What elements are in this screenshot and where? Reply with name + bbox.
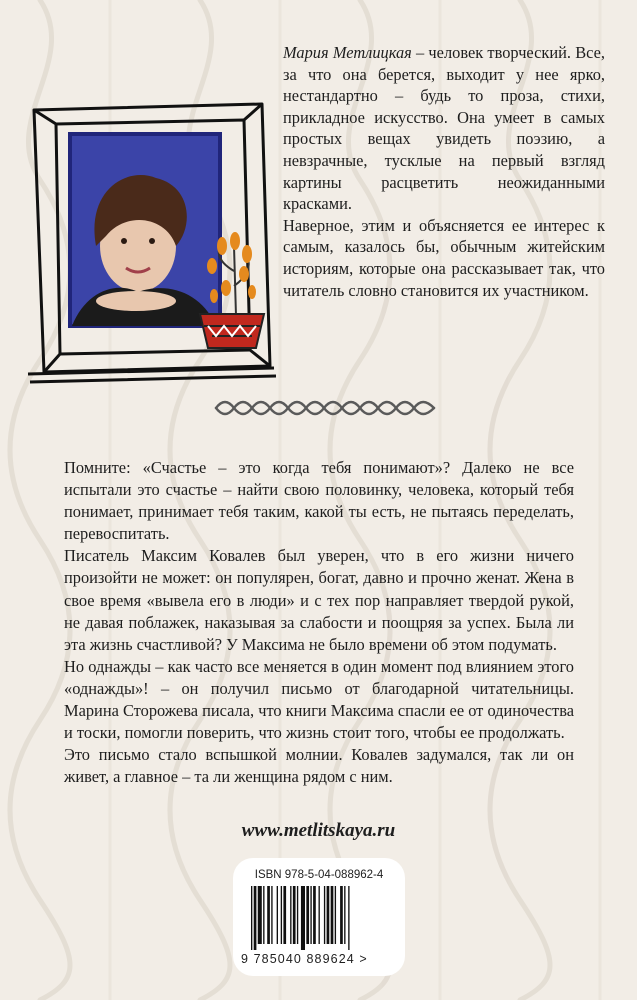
barcode-bar xyxy=(306,886,309,944)
barcode-bar xyxy=(281,886,282,944)
barcode-bar xyxy=(290,886,291,944)
barcode-digits: 9 785040 889624 > xyxy=(241,952,368,966)
barcode-bar xyxy=(340,886,343,944)
barcode-bar xyxy=(319,886,320,944)
author-name: Мария Метлицкая xyxy=(283,43,412,62)
author-bio-paragraph-1 xyxy=(283,42,605,215)
author-bio-paragraph-2: Наверное, этим и объясняется ее интерес к самым, казалось бы, обычным житейским историям, которые она рассказывает так, что читатель словно становится их участником. xyxy=(283,215,605,300)
barcode-bar xyxy=(301,886,305,950)
author-bio-intro: – человек творческий. Все, за что она берется, выходит у нее ярко, нестандартно – будь то проза, стихи, прикладное искусство. Она умеет в самых простых вещах увидеть поэзию, а невзрачные, тусклые на первый взгляд картины расцветить неожиданными красками. xyxy=(283,43,605,214)
barcode-bar xyxy=(263,886,264,944)
barcode-bar xyxy=(344,886,345,944)
barcode-bar xyxy=(277,886,278,944)
barcode-bar xyxy=(324,886,325,944)
barcode-bar xyxy=(258,886,262,944)
barcode-bar xyxy=(297,886,298,944)
barcode-bar xyxy=(283,886,286,944)
blurb-paragraph-1: Помните: «Счастье – это когда тебя понимают»? Далеко не все испытали это счастье – найти свою половинку, человека, который тебя понимает, принимает тебя таким, какой ты есть, не пытаясь переделать, перевоспитать. xyxy=(64,458,574,544)
barcode-bar xyxy=(293,886,296,944)
barcode-bar xyxy=(348,886,349,950)
blurb-paragraph-4: Это письмо стало вспышкой молнии. Ковалев задумался, так ли он живет, а главное – та ли женщина рядом с ним. xyxy=(64,745,574,787)
barcode-bar xyxy=(310,886,311,944)
author-portrait xyxy=(70,134,220,326)
barcode-bar xyxy=(327,886,330,944)
website-link[interactable]: www.metlitskaya.ru xyxy=(241,820,396,841)
barcode-icon xyxy=(251,886,391,950)
blurb-paragraph-2: Писатель Максим Ковалев был уверен, что в его жизни ничего произойти не может: он популярен, богат, давно и прочно женат. Жена в свое время «вывела его в люди» и с тех пор направляет твердой рукой, не давая поблажек, наказывая за слабости и поощряя за успех. Была ли эта жизнь счастливой? У Максима не было времени об этом подумать. xyxy=(64,546,574,654)
barcode-panel xyxy=(233,858,405,976)
author-bio xyxy=(283,42,605,301)
book-blurb xyxy=(64,457,574,788)
blurb-paragraph-3: Но однажды – как часто все меняется в один момент под влиянием этого «однажды»! – он получил письмо от благодарной читательницы. Марина Сторожева писала, что книги Максима спасли ее от одиночества и тоски, помогли поверить, что жизнь стоит того, чтобы ее продолжать. xyxy=(64,656,574,743)
isbn-label: ISBN 978-5-04-088962-4 xyxy=(254,869,384,881)
barcode-bar xyxy=(313,886,316,944)
barcode-bar xyxy=(331,886,334,944)
barcode-bar xyxy=(251,886,252,950)
barcode-bar xyxy=(271,886,272,944)
barcode-bar xyxy=(254,886,257,950)
window-frame-drawing xyxy=(26,96,276,386)
barcode-bar xyxy=(335,886,336,944)
barcode-bar xyxy=(267,886,270,944)
rope-divider-icon xyxy=(214,397,436,419)
